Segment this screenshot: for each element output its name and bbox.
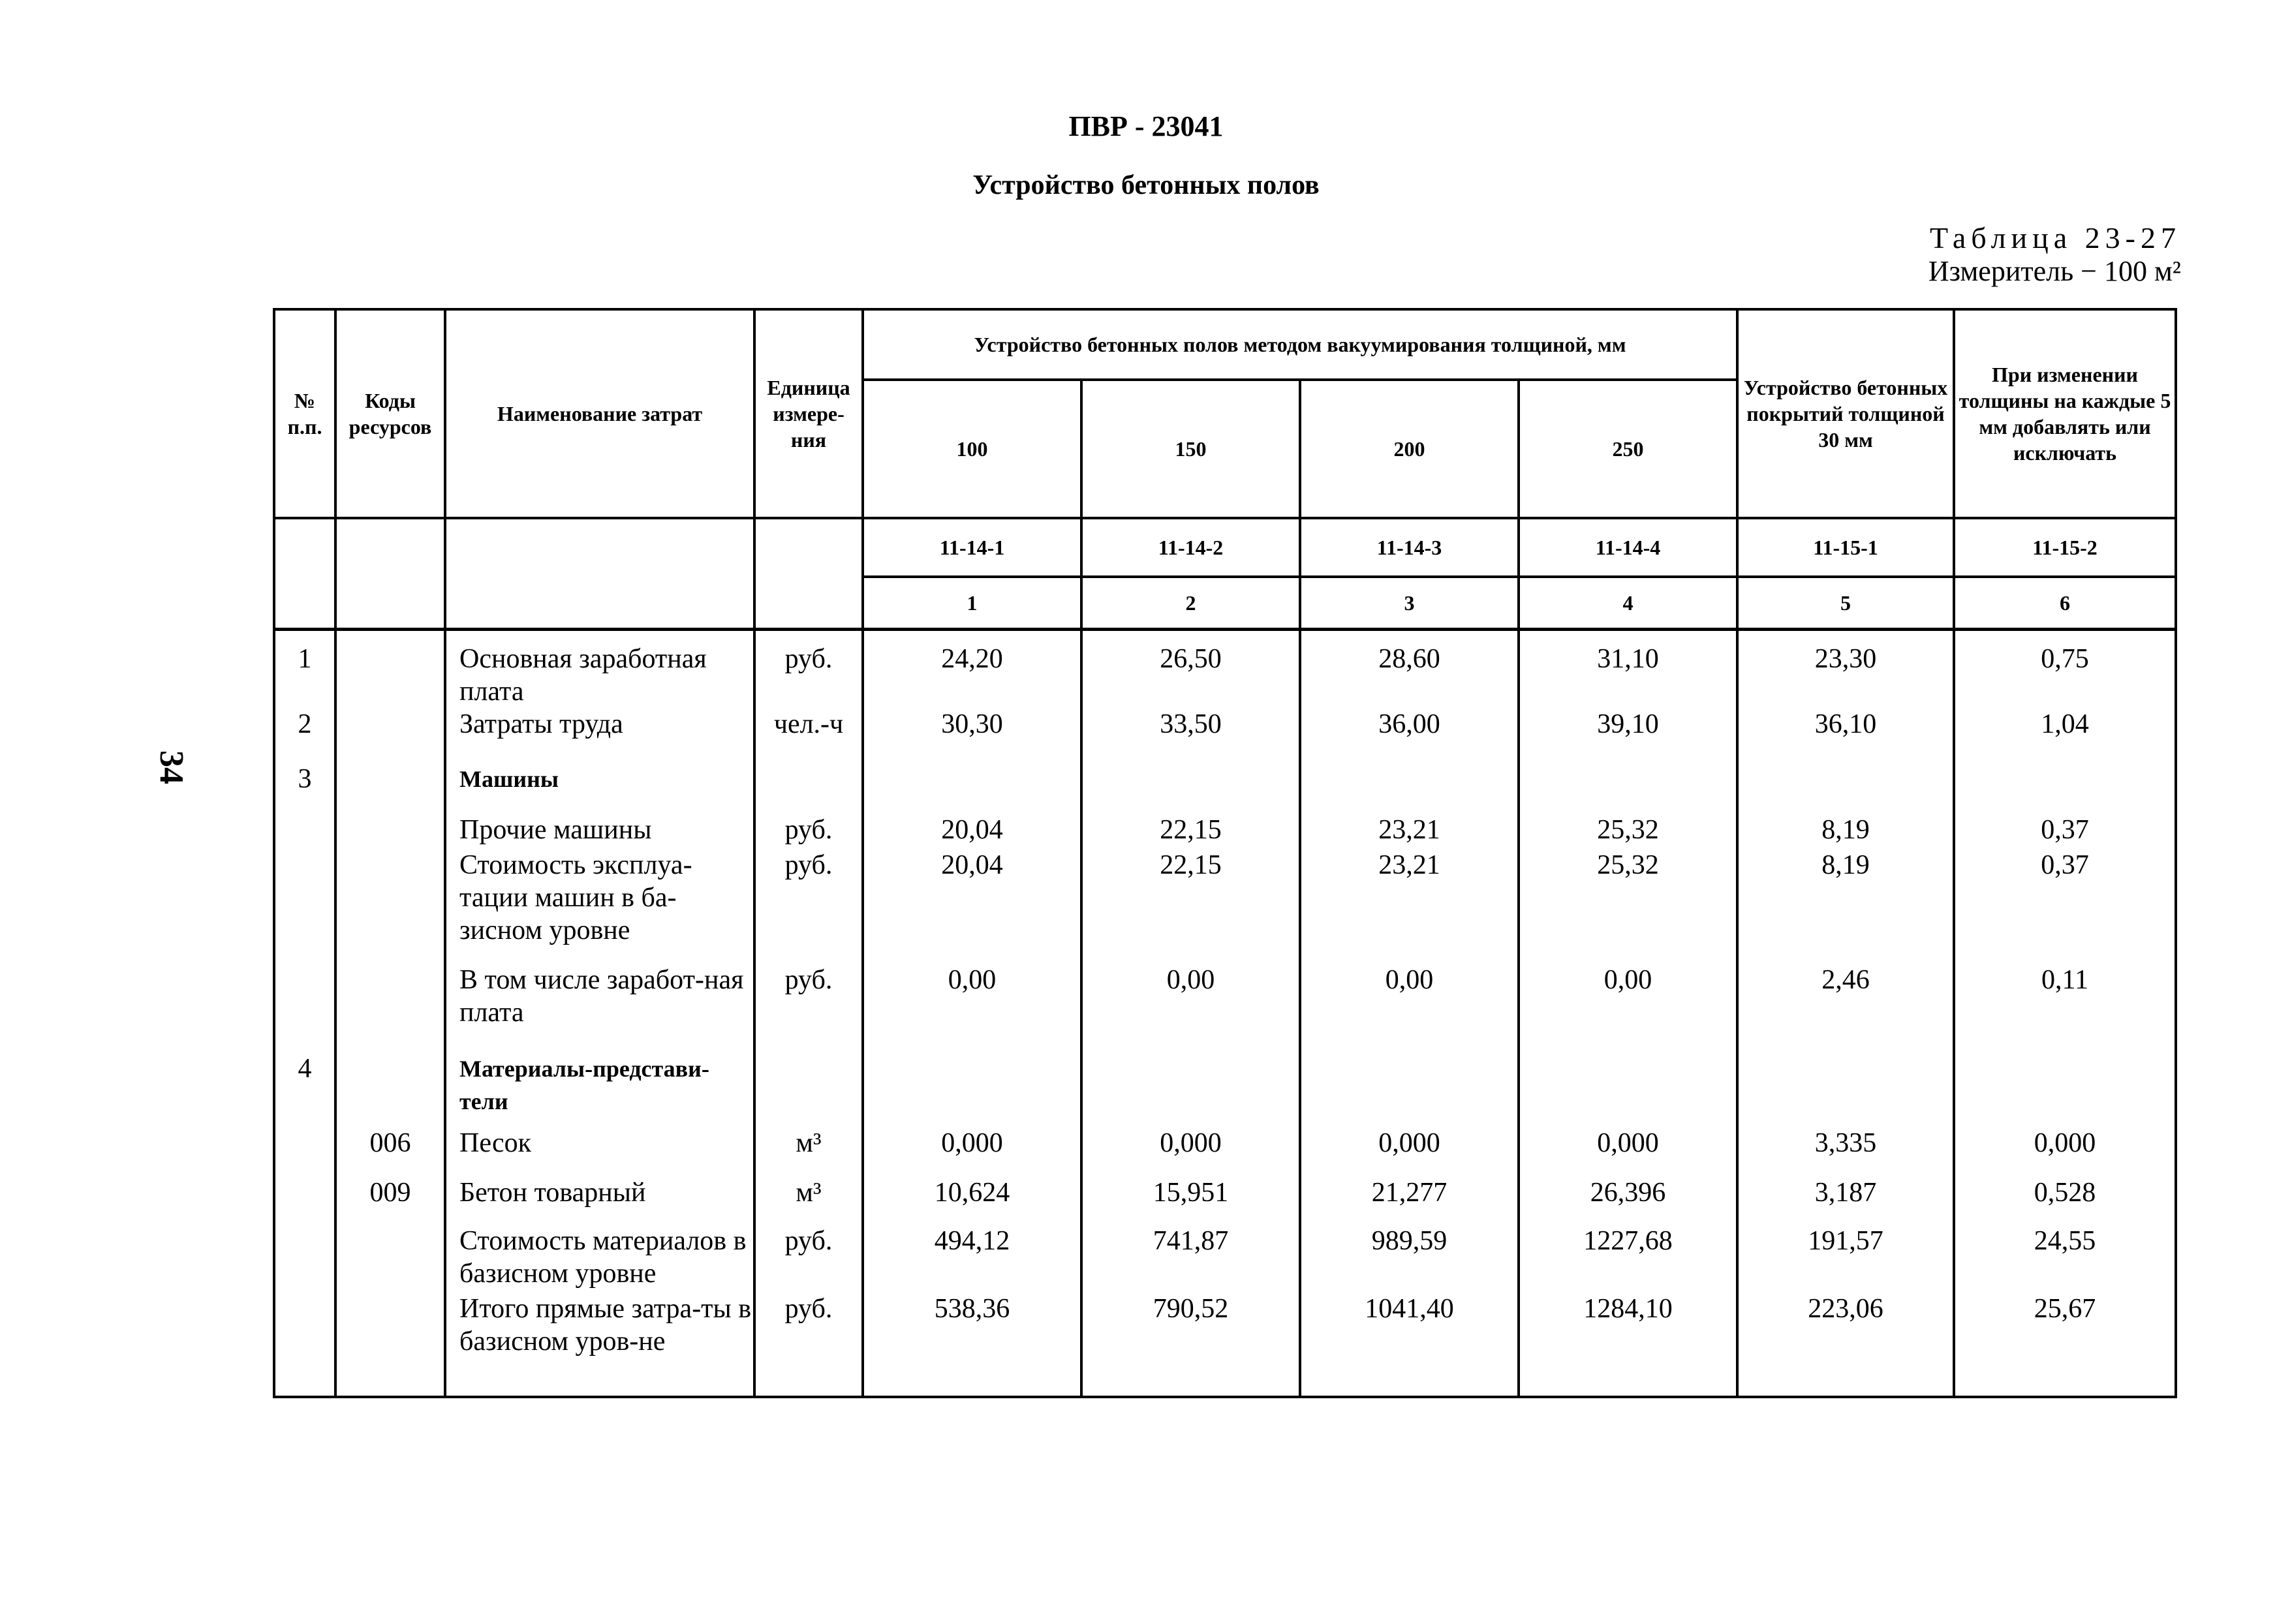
value-cell bbox=[863, 1052, 1081, 1127]
meter-label: Измеритель − 100 м² bbox=[1928, 255, 2181, 287]
table-number: Таблица 23-27 bbox=[1929, 221, 2181, 254]
table-row bbox=[274, 964, 2176, 1052]
resource-code bbox=[335, 964, 445, 1052]
cost-name: Бетон товарный bbox=[445, 1176, 754, 1225]
value-cell bbox=[1519, 1052, 1737, 1127]
table-row bbox=[274, 1052, 2176, 1127]
value-cell: 15,951 bbox=[1081, 1176, 1300, 1225]
resource-code bbox=[335, 814, 445, 849]
value-cell: 741,87 bbox=[1081, 1225, 1300, 1293]
value-cell: 0,000 bbox=[1519, 1127, 1737, 1176]
value-cell: 3,335 bbox=[1737, 1127, 1954, 1176]
value-cell bbox=[1737, 1052, 1954, 1127]
value-cell bbox=[1954, 763, 2176, 814]
value-cell bbox=[863, 763, 1081, 814]
value-cell: 8,19 bbox=[1737, 849, 1954, 964]
header-thickness: 250 bbox=[1519, 380, 1737, 518]
column-number: 3 bbox=[1300, 577, 1519, 629]
cost-name: Затраты труда bbox=[445, 708, 754, 763]
value-cell: 494,12 bbox=[863, 1225, 1081, 1293]
value-cell: 23,21 bbox=[1300, 849, 1519, 964]
resource-code bbox=[335, 1225, 445, 1293]
unit: руб. bbox=[754, 849, 863, 964]
header-coating: Устройство бетонных покрытий толщиной 30 мм bbox=[1737, 309, 1954, 518]
cost-name: Машины bbox=[445, 763, 754, 814]
row-number bbox=[274, 1176, 335, 1225]
resource-code bbox=[335, 1052, 445, 1127]
value-cell: 0,000 bbox=[863, 1127, 1081, 1176]
value-cell: 0,00 bbox=[863, 964, 1081, 1052]
norm-code: 11-14-4 bbox=[1519, 518, 1737, 577]
norm-code: 11-14-3 bbox=[1300, 518, 1519, 577]
resource-code bbox=[335, 849, 445, 964]
value-cell: 26,50 bbox=[1081, 629, 1300, 708]
row-number: 3 bbox=[274, 763, 335, 814]
header-vacuum-group: Устройство бетонных полов методом вакуумирования толщиной, мм bbox=[863, 309, 1737, 380]
unit: руб. bbox=[754, 629, 863, 708]
value-cell: 1284,10 bbox=[1519, 1293, 1737, 1397]
value-cell: 1041,40 bbox=[1300, 1293, 1519, 1397]
row-number bbox=[274, 1225, 335, 1293]
column-number: 5 bbox=[1737, 577, 1954, 629]
column-number: 6 bbox=[1954, 577, 2176, 629]
norm-code: 11-15-2 bbox=[1954, 518, 2176, 577]
value-cell bbox=[1954, 1052, 2176, 1127]
value-cell: 1227,68 bbox=[1519, 1225, 1737, 1293]
page-number: 34 bbox=[153, 750, 190, 784]
value-cell bbox=[1300, 763, 1519, 814]
document-title: Устройство бетонных полов bbox=[972, 170, 1320, 200]
row-number bbox=[274, 964, 335, 1052]
table-row bbox=[274, 1127, 2176, 1176]
value-cell bbox=[1081, 1052, 1300, 1127]
norm-code: 11-14-2 bbox=[1081, 518, 1300, 577]
value-cell: 8,19 bbox=[1737, 814, 1954, 849]
unit: руб. bbox=[754, 964, 863, 1052]
row-number: 2 bbox=[274, 708, 335, 763]
row-number bbox=[274, 1293, 335, 1397]
resource-code bbox=[335, 629, 445, 708]
value-cell: 36,00 bbox=[1300, 708, 1519, 763]
value-cell: 0,75 bbox=[1954, 629, 2176, 708]
value-cell: 1,04 bbox=[1954, 708, 2176, 763]
value-cell: 0,37 bbox=[1954, 849, 2176, 964]
document-code: ПВР - 23041 bbox=[1068, 110, 1224, 142]
row-number bbox=[274, 849, 335, 964]
value-cell: 23,21 bbox=[1300, 814, 1519, 849]
value-cell: 31,10 bbox=[1519, 629, 1737, 708]
value-cell: 30,30 bbox=[863, 708, 1081, 763]
cost-name: Песок bbox=[445, 1127, 754, 1176]
value-cell: 989,59 bbox=[1300, 1225, 1519, 1293]
cost-name: Итого прямые затра-ты в базисном уров-не bbox=[445, 1293, 754, 1397]
unit: руб. bbox=[754, 814, 863, 849]
value-cell: 0,000 bbox=[1081, 1127, 1300, 1176]
value-cell: 223,06 bbox=[1737, 1293, 1954, 1397]
value-cell: 21,277 bbox=[1300, 1176, 1519, 1225]
unit bbox=[754, 1052, 863, 1127]
value-cell: 36,10 bbox=[1737, 708, 1954, 763]
value-cell bbox=[1737, 763, 1954, 814]
value-cell: 0,11 bbox=[1954, 964, 2176, 1052]
resource-code: 009 bbox=[335, 1176, 445, 1225]
value-cell bbox=[1300, 1052, 1519, 1127]
table-row bbox=[274, 1225, 2176, 1293]
table-row bbox=[274, 1176, 2176, 1225]
value-cell: 22,15 bbox=[1081, 814, 1300, 849]
row-number bbox=[274, 1127, 335, 1176]
header-unit: Единица измере-ния bbox=[754, 309, 863, 518]
column-number: 4 bbox=[1519, 577, 1737, 629]
value-cell: 0,000 bbox=[1954, 1127, 2176, 1176]
header-num: № п.п. bbox=[274, 309, 335, 518]
value-cell: 0,528 bbox=[1954, 1176, 2176, 1225]
resource-code bbox=[335, 763, 445, 814]
value-cell: 191,57 bbox=[1737, 1225, 1954, 1293]
unit: м³ bbox=[754, 1127, 863, 1176]
value-cell bbox=[1081, 763, 1300, 814]
row-number: 4 bbox=[274, 1052, 335, 1127]
value-cell: 33,50 bbox=[1081, 708, 1300, 763]
cost-name: В том числе заработ-ная плата bbox=[445, 964, 754, 1052]
unit: руб. bbox=[754, 1225, 863, 1293]
value-cell: 0,00 bbox=[1300, 964, 1519, 1052]
value-cell: 23,30 bbox=[1737, 629, 1954, 708]
value-cell: 3,187 bbox=[1737, 1176, 1954, 1225]
table-row bbox=[274, 849, 2176, 964]
value-cell: 22,15 bbox=[1081, 849, 1300, 964]
value-cell: 20,04 bbox=[863, 849, 1081, 964]
resource-table bbox=[273, 308, 2177, 1398]
resource-code: 006 bbox=[335, 1127, 445, 1176]
norm-code: 11-14-1 bbox=[863, 518, 1081, 577]
norm-code: 11-15-1 bbox=[1737, 518, 1954, 577]
value-cell: 2,46 bbox=[1737, 964, 1954, 1052]
value-cell: 0,00 bbox=[1081, 964, 1300, 1052]
value-cell: 0,37 bbox=[1954, 814, 2176, 849]
cost-name: Основная заработная плата bbox=[445, 629, 754, 708]
unit: чел.-ч bbox=[754, 708, 863, 763]
table-row bbox=[274, 1293, 2176, 1397]
column-number: 1 bbox=[863, 577, 1081, 629]
table-row bbox=[274, 708, 2176, 763]
table-row bbox=[274, 763, 2176, 814]
header-thickness: 150 bbox=[1081, 380, 1300, 518]
unit: м³ bbox=[754, 1176, 863, 1225]
value-cell: 790,52 bbox=[1081, 1293, 1300, 1397]
table-body bbox=[274, 629, 2176, 1397]
value-cell bbox=[1519, 763, 1737, 814]
resource-code bbox=[335, 1293, 445, 1397]
header-thickness: 200 bbox=[1300, 380, 1519, 518]
row-number: 1 bbox=[274, 629, 335, 708]
value-cell: 20,04 bbox=[863, 814, 1081, 849]
header-name: Наименование затрат bbox=[445, 309, 754, 518]
value-cell: 538,36 bbox=[863, 1293, 1081, 1397]
value-cell: 0,00 bbox=[1519, 964, 1737, 1052]
header-change: При изменении толщины на каждые 5 мм добавлять или исключать bbox=[1954, 309, 2176, 518]
value-cell: 26,396 bbox=[1519, 1176, 1737, 1225]
cost-name: Материалы-представи-тели bbox=[445, 1052, 754, 1127]
value-cell: 24,20 bbox=[863, 629, 1081, 708]
header-codes: Коды ресурсов bbox=[335, 309, 445, 518]
cost-name: Стоимость эксплуа-тации машин в ба-зисном уровне bbox=[445, 849, 754, 964]
cost-name: Стоимость материалов в базисном уровне bbox=[445, 1225, 754, 1293]
value-cell: 25,32 bbox=[1519, 814, 1737, 849]
value-cell: 28,60 bbox=[1300, 629, 1519, 708]
unit: руб. bbox=[754, 1293, 863, 1397]
header-thickness: 100 bbox=[863, 380, 1081, 518]
value-cell: 25,67 bbox=[1954, 1293, 2176, 1397]
cost-name: Прочие машины bbox=[445, 814, 754, 849]
table-row bbox=[274, 814, 2176, 849]
table-row bbox=[274, 629, 2176, 708]
column-number: 2 bbox=[1081, 577, 1300, 629]
row-number bbox=[274, 814, 335, 849]
value-cell: 10,624 bbox=[863, 1176, 1081, 1225]
value-cell: 0,000 bbox=[1300, 1127, 1519, 1176]
value-cell: 25,32 bbox=[1519, 849, 1737, 964]
resource-code bbox=[335, 708, 445, 763]
unit bbox=[754, 763, 863, 814]
value-cell: 24,55 bbox=[1954, 1225, 2176, 1293]
value-cell: 39,10 bbox=[1519, 708, 1737, 763]
